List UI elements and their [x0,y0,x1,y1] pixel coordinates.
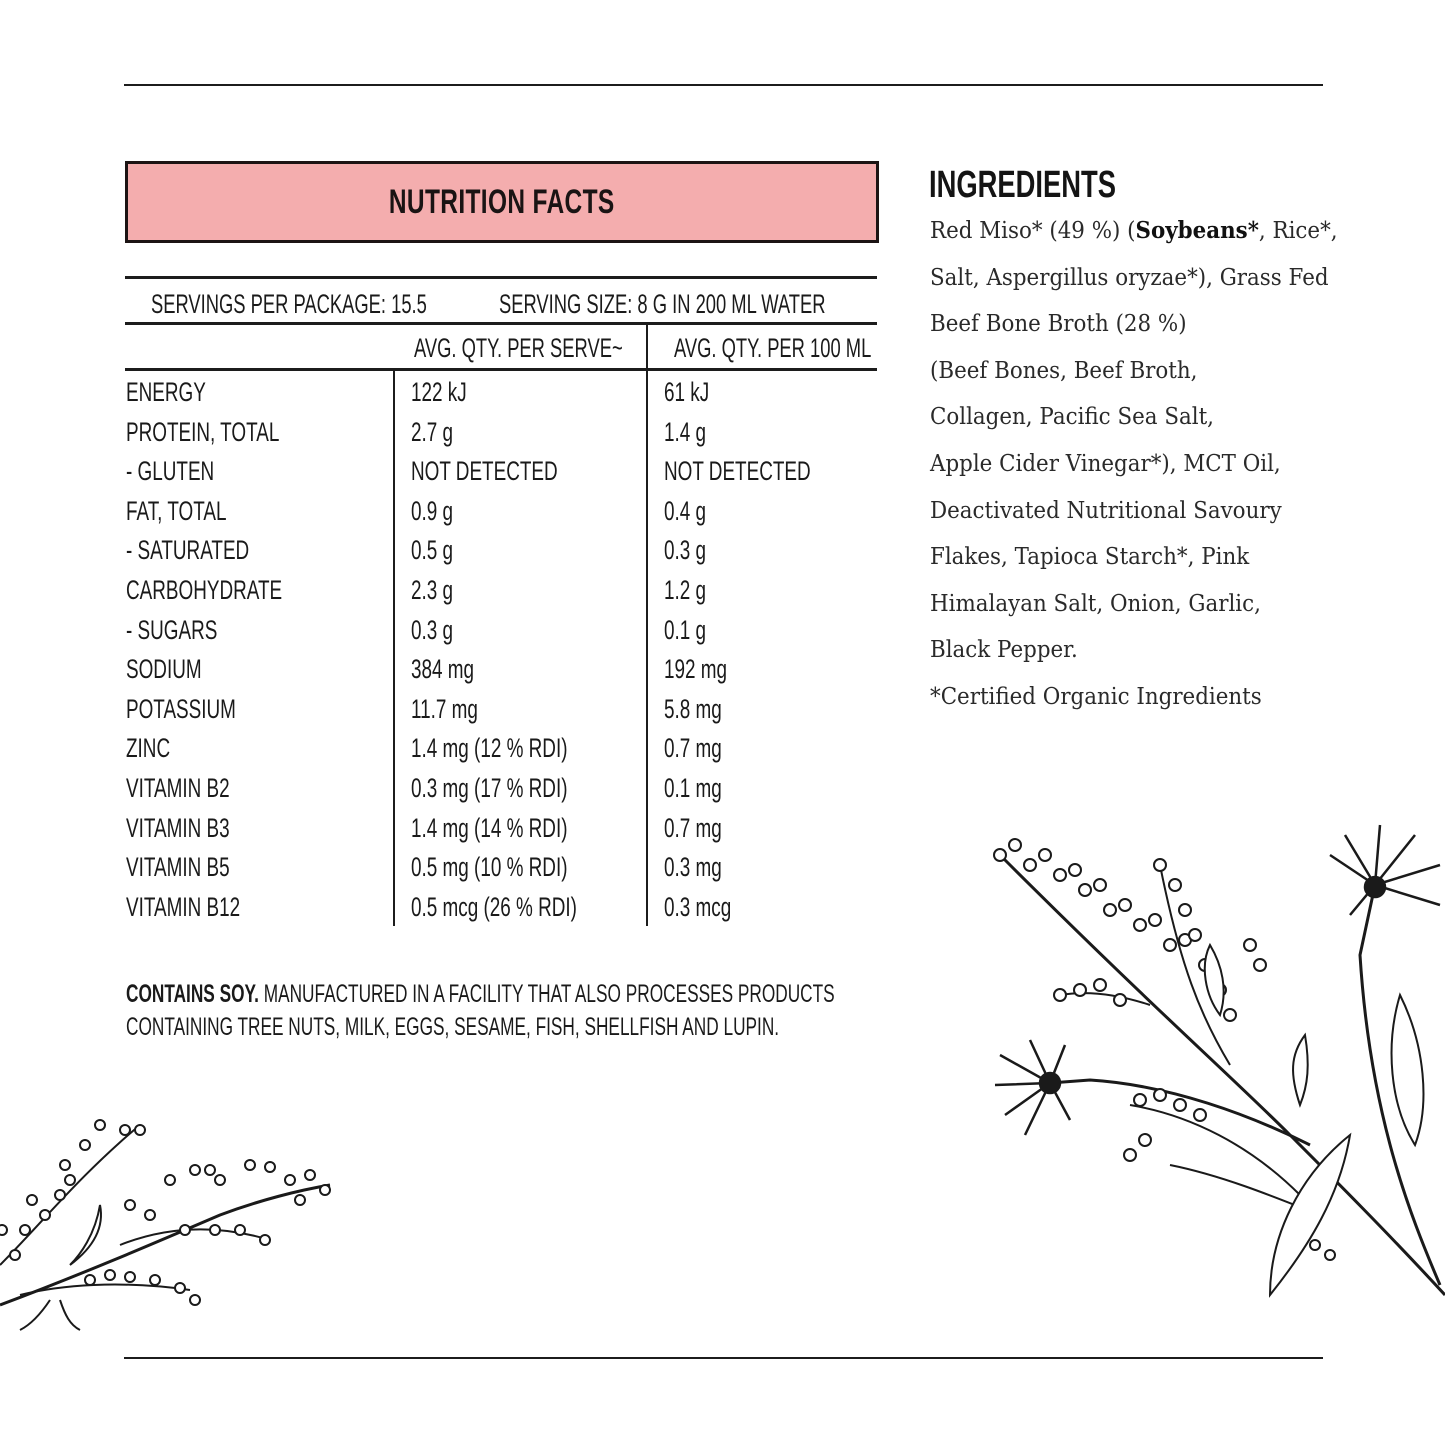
nutrient-label: VITAMIN B2 [126,773,230,803]
per-serve-value: 2.7 g [411,416,454,447]
per-serve-value: 122 kJ [411,377,467,407]
per-100ml-value: 0.3 mg [664,852,722,883]
per-100ml-value: 0.7 mg [664,812,722,843]
nutrient-label: PROTEIN, TOTAL [126,416,280,447]
per-serve-value: NOT DETECTED [411,456,558,487]
table-row [125,887,877,927]
nutrient-label: ENERGY [126,377,206,407]
col-head-per-100ml: AVG. QTY. PER 100 ML [674,333,872,363]
per-100ml-value: NOT DETECTED [664,456,811,487]
per-serve-value: 384 mg [411,654,475,685]
allergen-line-2: CONTAINING TREE NUTS, MILK, EGGS, SESAME, FISH, SHELLFISH AND LUPIN. [126,1013,780,1041]
per-serve-value: 1.4 mg (12 % RDI) [411,733,568,764]
ingredient-line: Collagen, Pacific Sea Salt, [930,404,1214,431]
table-top-line [125,276,877,279]
botanical-flower-sprig-icon [970,815,1445,1315]
nutrient-label: VITAMIN B5 [126,852,230,883]
per-100ml-value: 0.1 mg [664,773,722,803]
ingredients-list [930,208,1400,721]
allergen-bold: CONTAINS SOY. [126,980,259,1008]
per-100ml-value: 0.3 mcg [664,891,732,922]
per-100ml-value: 1.2 g [664,575,707,605]
ingredients-title: INGREDIENTS [929,164,1116,206]
per-serve-value: 0.5 g [411,535,454,566]
ingredient-line: Beef Bone Broth (28 %) [930,311,1187,338]
nutrient-label: - SUGARS [126,614,218,645]
table-row [125,847,877,887]
per-serve-value: 0.9 g [411,495,454,526]
per-serve-value: 11.7 mg [411,693,478,724]
table-row [125,610,877,650]
nutrient-label: - SATURATED [126,535,250,566]
per-serve-value: 0.5 mg (10 % RDI) [411,852,568,883]
ingredient-line: Deactivated Nutritional Savoury [930,497,1282,524]
top-rule [124,84,1323,86]
per-100ml-value: 61 kJ [664,377,710,407]
col-head-per-serve: AVG. QTY. PER SERVE~ [414,333,623,363]
servings-row [125,284,877,324]
ingredient-line: Flakes, Tapioca Starch*, Pink [930,544,1250,571]
per-serve-value: 1.4 mg (14 % RDI) [411,812,568,843]
nutrition-title: NUTRITION FACTS [389,182,615,221]
nutrient-label: ZINC [126,733,171,764]
nutrient-label: FAT, TOTAL [126,495,227,526]
table-row [125,412,877,452]
allergen-highlight: Soybeans* [1135,217,1259,244]
table-row [125,530,877,570]
bottom-rule [124,1357,1323,1359]
per-serve-value: 0.3 mg (17 % RDI) [411,773,568,803]
servings-bottom-line [125,322,877,325]
per-100ml-value: 5.8 mg [664,693,722,724]
ingredient-line: Red Miso* (49 %) (Soybeans*, Rice*, [930,217,1338,244]
table-row [125,768,877,808]
per-100ml-value: 1.4 g [664,416,707,447]
header-bottom-line [125,368,877,371]
table-row [125,649,877,689]
nutrient-label: CARBOHYDRATE [126,575,283,605]
ingredient-line: (Beef Bones, Beef Broth, [930,357,1198,384]
per-100ml-value: 0.1 g [664,614,707,645]
table-row [125,570,877,610]
table-row [125,808,877,848]
serving-size: SERVING SIZE: 8 G IN 200 ML WATER [499,289,826,319]
table-row [125,372,877,412]
per-100ml-value: 0.7 mg [664,733,722,764]
per-serve-value: 2.3 g [411,575,454,605]
ingredient-line: *Certified Organic Ingredients [930,683,1262,710]
ingredient-line: Salt, Aspergillus oryzae*), Grass Fed [930,264,1329,291]
per-serve-value: 0.5 mcg (26 % RDI) [411,891,577,922]
per-100ml-value: 192 mg [664,654,728,685]
table-row [125,451,877,491]
botanical-branch-sprig-icon [0,1105,340,1335]
nutrient-label: POTASSIUM [126,693,236,724]
nutrient-label: VITAMIN B12 [126,891,241,922]
nutrient-label: SODIUM [126,654,202,685]
allergen-statement: CONTAINS SOY. MANUFACTURED IN A FACILITY THAT ALSO PROCESSES PRODUCTS CONTAINING TREE NUTS, MILK, EGGS, SESAME, FISH, SHELLFISH AND LUPIN. [126,978,866,1044]
table-row [125,491,877,531]
nutrient-label: - GLUTEN [126,456,215,487]
per-serve-value: 0.3 g [411,614,454,645]
table-row [125,728,877,768]
ingredient-line: Himalayan Salt, Onion, Garlic, [930,590,1261,617]
per-100ml-value: 0.4 g [664,495,707,526]
ingredient-line: Apple Cider Vinegar*), MCT Oil, [930,450,1281,477]
servings-per-package: SERVINGS PER PACKAGE: 15.5 [151,289,427,319]
nutrient-label: VITAMIN B3 [126,812,230,843]
ingredient-line: Black Pepper. [930,637,1078,664]
table-row [125,689,877,729]
per-100ml-value: 0.3 g [664,535,707,566]
nutrition-title-box [125,161,879,243]
